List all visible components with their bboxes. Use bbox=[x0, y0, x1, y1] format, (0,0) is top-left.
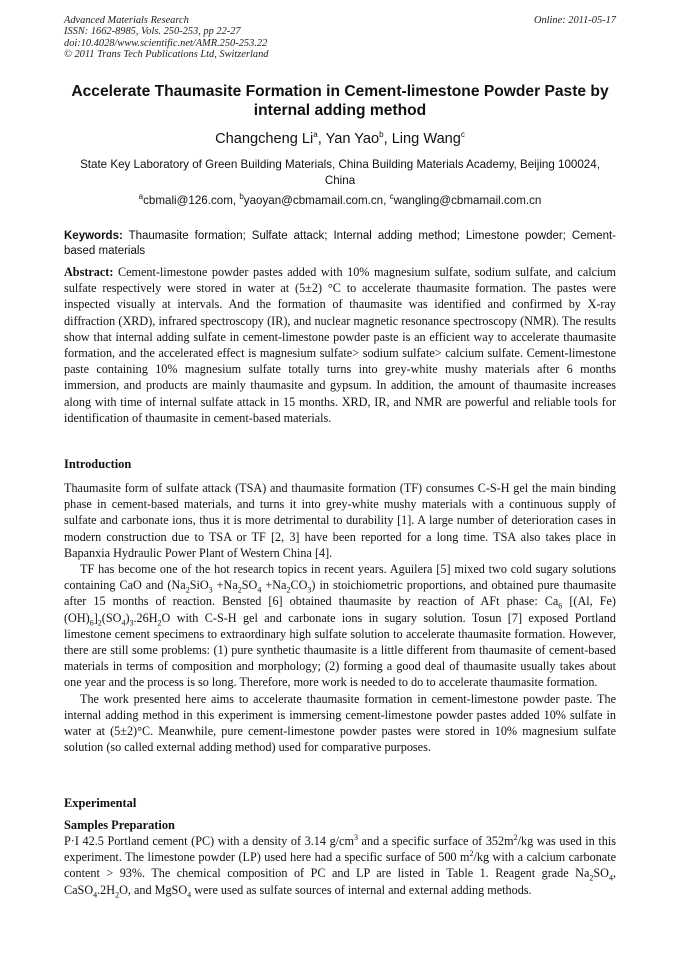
superscript: 3 bbox=[353, 832, 358, 842]
subscript: 4 bbox=[121, 618, 126, 628]
intro-p2-text: ) bbox=[125, 610, 130, 625]
intro-p2-text: .26H bbox=[133, 610, 158, 625]
email-list: $^a$cbmali@126.com, $^b$yaoyan@cbmamail.com.cn, $^c$wangling@cbmamail.com.cn bbox=[138, 192, 542, 207]
author-sup: b bbox=[379, 130, 384, 140]
intro-p2-text: O with C-S-H gel and carbonate ions in sugary solution. Tosun [7] exposed Portland limestone cement specimens to extraordinary high sulfate solution to accelerate thaumasite formation. However, there are still some problems: (1) pure synthetic thaumasite is a little different from thaumasite of cement-based materials in terms of composition and morphology; (2) forming a good deal of thaumasite usually takes about one year and the process is so long. Therefore, more work is needed to do to accelerate thaumasite formation. bbox=[64, 610, 616, 690]
subscript: 4 bbox=[187, 890, 192, 900]
author-name: Ling Wang bbox=[391, 131, 461, 147]
subscript: 3 bbox=[129, 618, 134, 628]
subscript: 2 bbox=[237, 585, 242, 595]
exp-text: O, and MgSO bbox=[119, 882, 188, 897]
paper-title: Accelerate Thaumasite Formation in Cement-limestone Powder Paste by internal adding method bbox=[71, 83, 609, 119]
subscript: 6 bbox=[89, 618, 94, 628]
intro-p2-text: (SO bbox=[101, 610, 122, 625]
subscript: 2 bbox=[157, 618, 162, 628]
exp-text: /kg was used in this experiment. The limestone powder (LP) used here had a specific surface of 500 m bbox=[64, 834, 616, 865]
intro-paragraph-2 bbox=[64, 561, 616, 691]
email-address: yaoyan@cbmamail.com.cn bbox=[243, 194, 384, 207]
author-list bbox=[64, 130, 616, 148]
subscript: 4 bbox=[257, 585, 262, 595]
superscript: 2 bbox=[513, 832, 518, 842]
intro-paragraph-1: Thaumasite form of sulfate attack (TSA) and thaumasite formation (TF) consumes C-S-H gel the main binding phase in cement-based materials, and turns it into grey-white mushy materials with a continuous supply of sulfate and carbonate ions, thus it is more detrimental to durability [1]. A large number of deterioration cases in modern construction due to TSA or TF [2, 3] have been reported for a long time. TSA also takes place in Bapanxia Hydraulic Power Plant of Western China [4]. bbox=[64, 481, 616, 560]
affiliation: State Key Laboratory of Green Building Materials, China Building Materials Academy, Beijing 100024, China bbox=[80, 158, 600, 187]
intro-p2-text: SiO bbox=[189, 578, 209, 593]
email-sup: c bbox=[389, 192, 394, 202]
intro-p2-text: +Na bbox=[212, 578, 238, 593]
introduction-heading: Introduction bbox=[64, 457, 132, 471]
subscript: 2 bbox=[286, 585, 291, 595]
exp-text: P·I 42.5 Portland cement (PC) with a density of 3.14 g/cm bbox=[64, 834, 354, 848]
author-name: Yan Yao bbox=[325, 131, 380, 147]
abstract bbox=[64, 264, 616, 426]
exp-text: .2H bbox=[97, 882, 116, 897]
intro-p2-text: SO bbox=[241, 578, 258, 593]
experimental-heading: Experimental bbox=[64, 796, 137, 810]
keywords bbox=[64, 229, 616, 259]
exp-text: were used as sulfate sources of internal and external adding methods. bbox=[191, 882, 532, 897]
author-separator: , bbox=[383, 131, 392, 147]
email-address: cbmali@126.com bbox=[143, 194, 233, 207]
email-sup: a bbox=[138, 192, 144, 202]
subscript: 2 bbox=[185, 585, 190, 595]
subscript: 3 bbox=[307, 585, 312, 595]
keywords-label: Keywords: bbox=[64, 230, 123, 242]
intro-paragraph-3: The work presented here aims to accelerate thaumasite formation in cement-limestone powder paste. The internal adding method in this experiment is immersing cement-limestone powder pastes added 10% sulfate in water at (5±2)°C. Meanwhile, pure cement-limestone powder pastes were stored in 10% magnesium sulfate solution (so called external adding method) used for comparative purposes. bbox=[64, 691, 616, 755]
intro-p2-text: ] bbox=[93, 610, 98, 625]
subscript: 3 bbox=[208, 585, 213, 595]
intro-p2-text: TF has become one of the hot research topics in recent years. Aguilera [5] mixed two cold sugary solutions containing CaO and (Na bbox=[64, 562, 616, 593]
subscript: 4 bbox=[608, 873, 613, 883]
intro-p2-text: [(Al, Fe)(OH) bbox=[64, 594, 616, 625]
author-sup: a bbox=[313, 130, 318, 140]
experimental-body bbox=[64, 833, 616, 898]
email-sup: b bbox=[239, 192, 244, 202]
doi-line: doi:10.4028/www.scientific.net/AMR.250-253.22 bbox=[64, 37, 268, 49]
subscript: 4 bbox=[93, 890, 98, 900]
abstract-label: Abstract: bbox=[64, 265, 114, 279]
intro-p2-text: CO bbox=[290, 578, 308, 593]
email-address: wangling@cbmamail.com.cn bbox=[393, 194, 542, 207]
online-date: Online: 2011-05-17 bbox=[533, 15, 616, 26]
issn-line: ISSN: 1662-8985, Vols. 250-253, pp 22-27 bbox=[64, 26, 241, 38]
journal-header bbox=[64, 15, 616, 60]
subscript: 2 bbox=[115, 890, 120, 900]
journal-name: Advanced Materials Research bbox=[64, 15, 189, 26]
subscript: 6 bbox=[558, 601, 563, 611]
exp-text: /kg with a calcium carbonate content > 93%. The chemical composition of PC and LP are listed in Table 1. Reagent grade Na bbox=[64, 850, 616, 881]
intro-p2-text: ) in stoichiometric proportions, and obtained pure thaumasite after 15 months of reaction. Bensted [6] obtained thaumasite by reaction of AFt phase: Ca bbox=[64, 578, 616, 609]
subscript: 2 bbox=[589, 873, 594, 883]
samples-preparation-subheading: Samples Preparation bbox=[64, 818, 175, 832]
subscript: 2 bbox=[97, 618, 102, 628]
exp-text: SO bbox=[593, 866, 609, 881]
author-sup: c bbox=[460, 130, 465, 140]
exp-text: and a specific surface of 352m bbox=[357, 834, 514, 848]
copyright-line: © 2011 Trans Tech Publications Ltd, Switzerland bbox=[64, 48, 269, 60]
keywords-text: Thaumasite formation; Sulfate attack; Internal adding method; Limestone powder; Cement-based materials bbox=[64, 230, 616, 257]
superscript: 2 bbox=[469, 849, 474, 859]
exp-text: , CaSO bbox=[64, 866, 616, 897]
author-separator: , bbox=[317, 131, 326, 147]
intro-p2-text: +Na bbox=[261, 578, 287, 593]
introduction-body bbox=[64, 480, 616, 755]
abstract-text: Cement-limestone powder pastes added with 10% magnesium sulfate, sodium sulfate, and calcium sulfate respectively were stored in water at (5±2) °C to accelerate thaumasite formation. The pastes were inspected visually at intervals. And the formation of thaumasite was identified and confirmed by X-ray diffraction (XRD), infrared spectroscopy (IR), and nuclear magnetic resonance spectroscopy (NMR). The results show that internal adding sulfate in cement-limestone powder paste is an efficient way to accelerate thaumasite formation, and the accelerated effect is magnesium sulfate> sodium sulfate> calcium sulfate. Cement-limestone paste containing 10% magnesium sulfate totally turns into grey-white mushy materials after 6 months immersion, and products are mainly thaumasite and gypsum. In addition, the amount of thaumasite increases along with time of internal sulfate attack in 15 months. XRD, IR, and NMR are powerful and reliable tools for identification of thaumasite in cement-based materials. bbox=[64, 265, 616, 425]
author-name: Changcheng Li bbox=[215, 131, 314, 147]
